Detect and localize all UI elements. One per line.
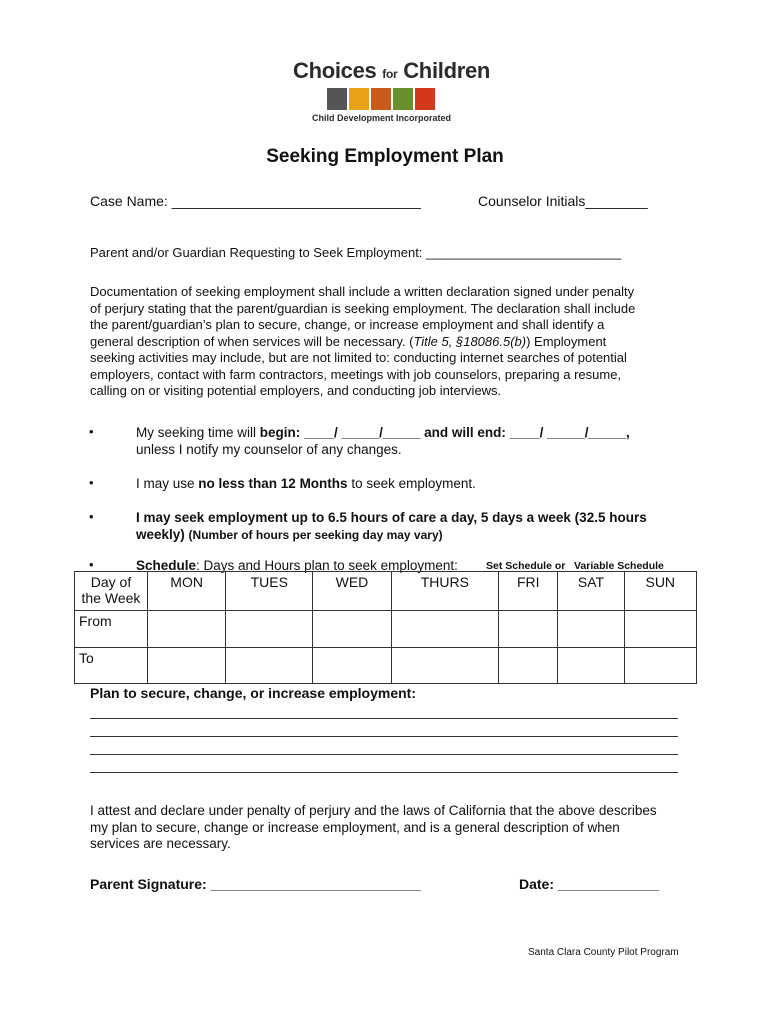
house-icon [393, 88, 413, 110]
from-cell[interactable] [148, 611, 226, 648]
table-row [75, 611, 697, 648]
parent-signature-field[interactable]: Parent Signature: ___________________________ [90, 876, 421, 892]
months-bullet: I may use no less than 12 Months to seek employment. [136, 476, 476, 491]
to-cell[interactable] [624, 648, 696, 684]
table-row [75, 648, 697, 684]
to-cell[interactable] [391, 648, 499, 684]
row-label-from: From [75, 611, 148, 648]
parent-guardian-field[interactable]: Parent and/or Guardian Requesting to Seek Employment: ___________________________ [90, 245, 622, 260]
bullet-dot: • [89, 557, 94, 572]
set-schedule-option[interactable]: Set Schedule or [486, 560, 566, 572]
from-cell[interactable] [226, 611, 313, 648]
footer-note: Santa Clara County Pilot Program [528, 947, 679, 958]
figure-icon [415, 88, 435, 110]
header-sat: SAT [558, 572, 624, 611]
variable-schedule-option[interactable]: Variable Schedule [574, 560, 664, 572]
case-name-field[interactable]: Case Name: ________________________________ [90, 193, 421, 209]
header-fri: FRI [499, 572, 558, 611]
header-mon: MON [148, 572, 226, 611]
bullet-dot: • [89, 475, 94, 490]
logo-brand: Choices for Children [293, 58, 491, 83]
to-cell[interactable] [226, 648, 313, 684]
logo-subtitle: Child Development Incorporated [312, 113, 452, 123]
date-field[interactable]: Date: _____________ [519, 876, 660, 892]
from-cell[interactable] [558, 611, 624, 648]
attest-paragraph: I attest and declare under penalty of perjury and the laws of California that the above describes my plan to secure, change or increase employment, and is a general description of when services are necessary. [90, 803, 657, 851]
page-title: Seeking Employment Plan [266, 146, 504, 167]
plan-line[interactable] [90, 754, 678, 755]
schedule-bullet: Schedule: Days and Hours plan to seek employment: [136, 558, 458, 573]
logo [293, 58, 491, 128]
header-wed: WED [313, 572, 391, 611]
to-cell[interactable] [148, 648, 226, 684]
plan-line[interactable] [90, 718, 678, 719]
documentation-paragraph: Documentation of seeking employment shall include a written declaration signed under penalty of perjury stating that the parent/guardian is seeking employment. The declaration shall include the parent/guardian’s plan to secure, change, or increase employment and shall identify a general description of when services will be necessary. (Title 5, §18086.5(b)) Employment seeking activities may include, but are not limited to: conducting internet searches of potential employers, contact with farm contractors, meetings with job counselors, preparing a resume, calling on or visiting potential employers, and conducting job interviews. [90, 284, 636, 398]
hand-icon [371, 88, 391, 110]
plan-line[interactable] [90, 736, 678, 737]
from-cell[interactable] [391, 611, 499, 648]
from-cell[interactable] [624, 611, 696, 648]
header-sun: SUN [624, 572, 696, 611]
from-cell[interactable] [313, 611, 391, 648]
plan-line[interactable] [90, 772, 678, 773]
plan-heading: Plan to secure, change, or increase employment: [90, 685, 416, 701]
bullet-dot: • [89, 509, 94, 524]
seeking-time-bullet[interactable]: My seeking time will begin: ____/ _____/_____ and will end: ____/ _____/_____, unless I notify my counselor of any changes. [136, 425, 630, 457]
header-thurs: THURS [391, 572, 499, 611]
counselor-initials-field[interactable]: Counselor Initials________ [478, 193, 648, 209]
header-tues: TUES [226, 572, 313, 611]
from-cell[interactable] [499, 611, 558, 648]
hours-bullet: I may seek employment up to 6.5 hours of care a day, 5 days a week (32.5 hours weekly) (Number of hours per seeking day may vary) [136, 510, 647, 542]
to-cell[interactable] [313, 648, 391, 684]
schedule-table [74, 571, 697, 684]
table-row [75, 572, 697, 611]
bullet-dot: • [89, 424, 94, 439]
sun-icon [349, 88, 369, 110]
logo-icons [327, 88, 435, 110]
day-of-week-header: Day of the Week [75, 572, 148, 611]
spiral-icon [327, 88, 347, 110]
row-label-to: To [75, 648, 148, 684]
to-cell[interactable] [499, 648, 558, 684]
to-cell[interactable] [558, 648, 624, 684]
